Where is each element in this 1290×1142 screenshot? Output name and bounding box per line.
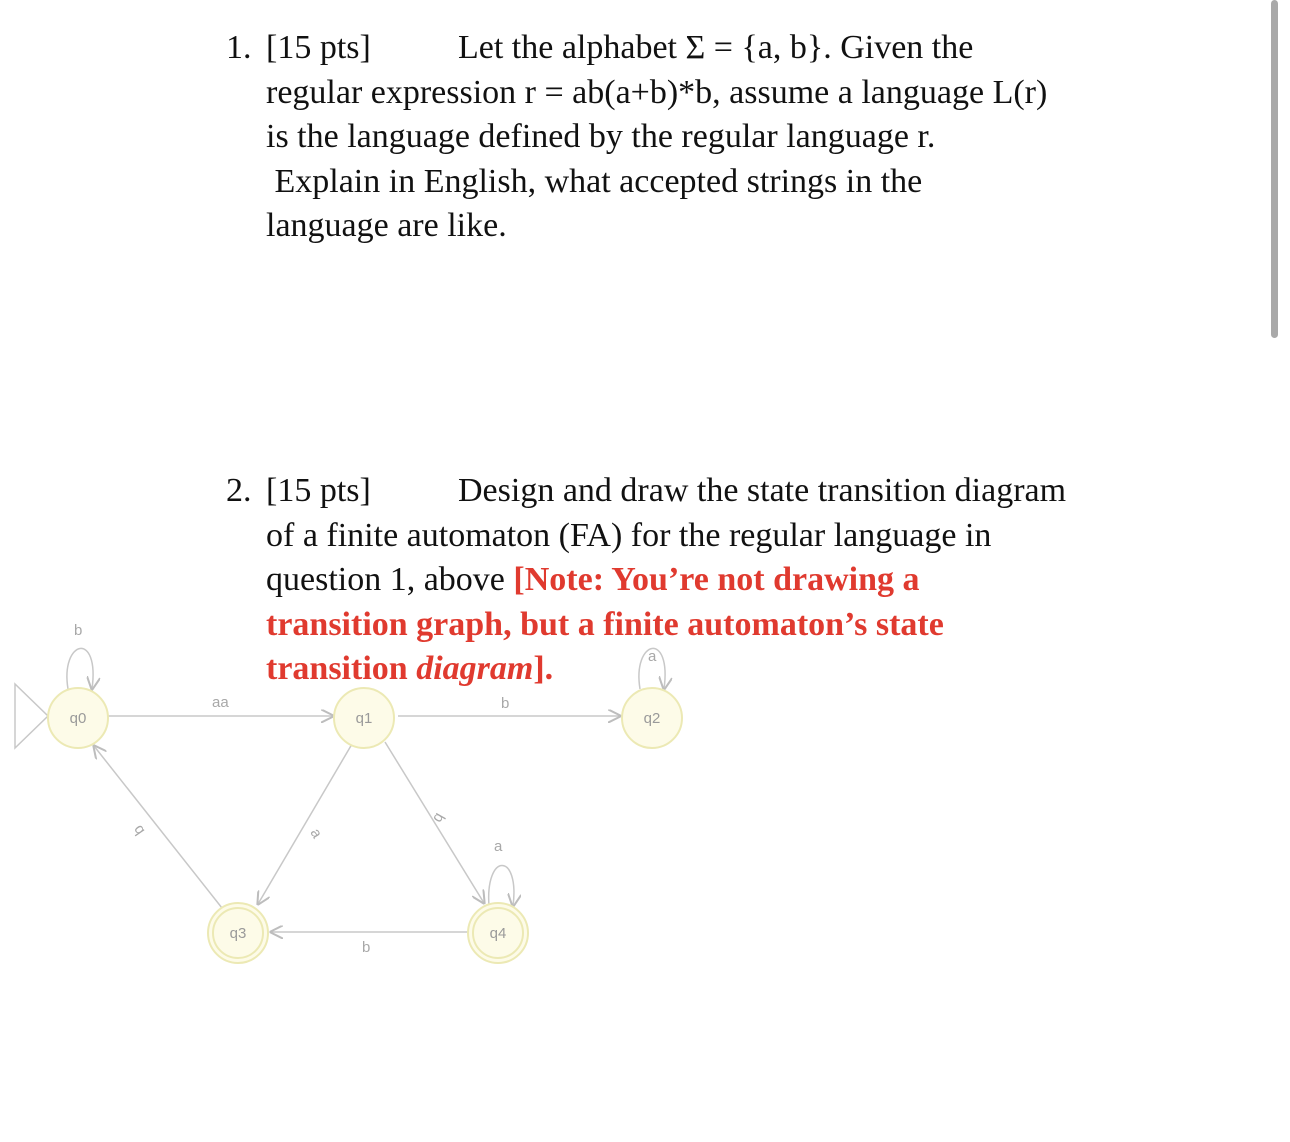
- note-part-2: transition graph, but a finite automaton’s state: [266, 605, 944, 643]
- note-line-3: [226, 647, 1186, 692]
- loop-q4: [489, 866, 514, 907]
- initial-state-arrow: [15, 684, 48, 748]
- label-edge-q1-q3: a: [306, 825, 326, 842]
- question-2-header: [226, 469, 1186, 514]
- label-edge-q0-q1: aa: [212, 694, 229, 711]
- question-1-line-3: is the language defined by the regular language r.: [266, 118, 936, 155]
- note-part-3: transition: [266, 650, 417, 687]
- state-q3: [208, 903, 268, 963]
- question-2: [226, 469, 1186, 692]
- question-2-line-3-text: question 1, above: [266, 561, 514, 598]
- label-edge-q1-q4: b: [429, 810, 449, 826]
- question-1-line-5: language are like.: [266, 207, 507, 244]
- state-q2: [622, 688, 682, 748]
- question-1-line-2: regular expression r = ab(a+b)*b, assume a language L(r): [266, 73, 1048, 111]
- state-q0-label: q0: [69, 710, 87, 727]
- question-2-number: 2.: [226, 472, 252, 509]
- label-edge-q1-q2: b: [501, 695, 510, 712]
- state-q1: [334, 688, 394, 748]
- label-loop-q4: a: [494, 838, 503, 855]
- label-loop-q2: a: [648, 648, 657, 665]
- question-1-line-1: Let the alphabet Σ = {a, b}. Given the: [458, 29, 974, 66]
- state-q3-label: q3: [229, 925, 247, 942]
- loop-q0: [67, 648, 93, 689]
- question-1-line-4: Explain in English, what accepted strings in the: [266, 162, 923, 200]
- state-q4-label: q4: [489, 925, 507, 942]
- state-q0: [48, 688, 108, 748]
- question-2-line-1: Design and draw the state transition diagram: [458, 472, 1067, 509]
- edge-q1-q4: [385, 742, 484, 903]
- label-edge-q3-q0: b: [129, 821, 149, 839]
- state-q2-label: q2: [643, 710, 661, 727]
- label-loop-q0: b: [74, 622, 83, 639]
- question-1-points: [15 pts]: [266, 29, 371, 66]
- question-2-line-3: [226, 558, 1186, 603]
- note-part-1: [Note: You’re not drawing a: [513, 561, 920, 598]
- note-end: ].: [533, 650, 554, 687]
- edge-q1-q3: [258, 744, 352, 904]
- edge-q3-q0: [94, 746, 222, 908]
- question-1-number: 1.: [226, 29, 252, 66]
- state-q1-label: q1: [355, 710, 373, 727]
- label-edge-q4-q3: b: [362, 939, 371, 956]
- note-italic: diagram: [416, 650, 534, 687]
- question-2-line-2: of a finite automaton (FA) for the regular language in: [266, 516, 992, 554]
- state-q4: [468, 903, 528, 963]
- question-2-points: [15 pts]: [266, 472, 371, 509]
